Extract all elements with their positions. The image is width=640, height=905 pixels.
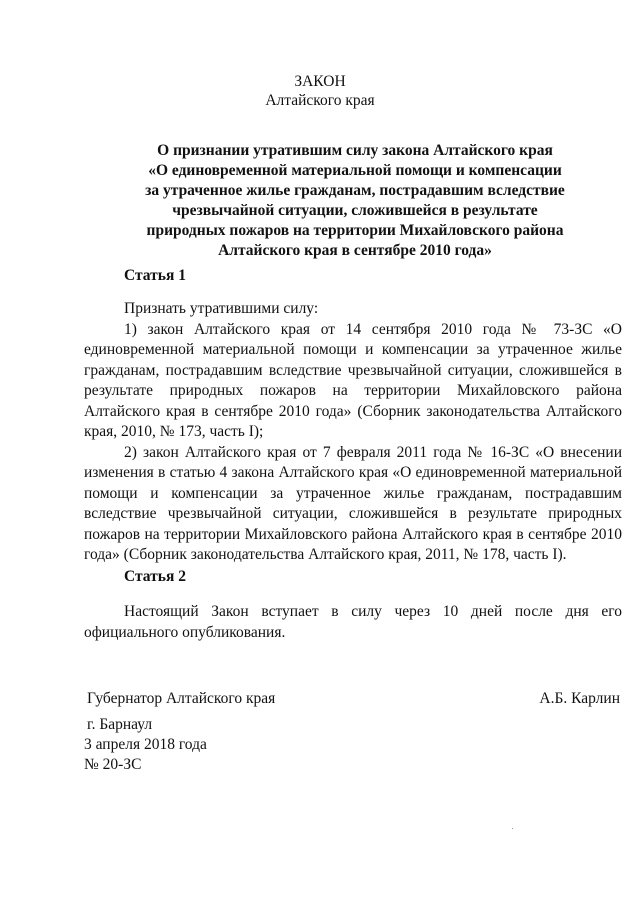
scan-speck: [512, 828, 513, 829]
title-line: чрезвычайной ситуации, сложившейся в результате: [172, 202, 538, 219]
article-1-intro: Признать утратившими силу:: [124, 300, 319, 317]
article-1-item-2: 2) закон Алтайского края от 7 февраля 2011 года № 16-ЗС «О внесении изменения в статью 4 закона Алтайского края «О единовременной материальной помощи и компенсации за утраченное жилье гражданам, пострадавшим вследствие чрезвычайной ситуации, сложившейся в результате природных пожаров на территории Михайловского района Алтайского края в сентябре 2010 года» (Сборник законодательства Алтайского края, 2011, № 178, часть I).: [84, 443, 622, 563]
article-1-body: [84, 299, 622, 566]
signatory-name: А.Б. Карлин: [539, 690, 620, 707]
signing-date: 3 апреля 2018 года: [84, 736, 207, 753]
article-1-heading: Статья 1: [124, 267, 186, 284]
article-1-item-1: 1) закон Алтайского края от 14 сентября 2010 года № 73-ЗС «О единовременной материальной помощи и компенсации за утраченное жилье гражданам, пострадавшим вследствие чрезвычайной ситуации, сложившейся в результате природных пожаров на территории Михайловского района Алтайского края в сентябре 2010 года» (Сборник законодательства Алтайского края, 2010, № 173, часть I);: [84, 320, 622, 440]
article-2-heading: Статья 2: [124, 568, 186, 585]
title-line: О признании утратившим силу закона Алтайского края: [157, 142, 553, 159]
title-line: природных пожаров на территории Михайловского района: [146, 222, 564, 239]
title-line: Алтайского края в сентябре 2010 года»: [218, 242, 492, 259]
title-line: за утраченное жилье гражданам, пострадавшим вследствие: [145, 182, 565, 199]
law-number: № 20-ЗС: [84, 756, 142, 773]
title-line: «О единовременной материальной помощи и компенсации: [148, 162, 562, 179]
place-of-signing: г. Барнаул: [87, 716, 153, 733]
article-2-text: Настоящий Закон вступает в силу через 10 дней после дня его официального опубликования.: [84, 603, 622, 641]
signatory-position: Губернатор Алтайского края: [87, 690, 276, 707]
doc-type: ЗАКОН: [294, 73, 346, 90]
article-2-body: [84, 602, 622, 643]
doc-region: Алтайского края: [265, 92, 375, 109]
law-title: [120, 141, 590, 261]
